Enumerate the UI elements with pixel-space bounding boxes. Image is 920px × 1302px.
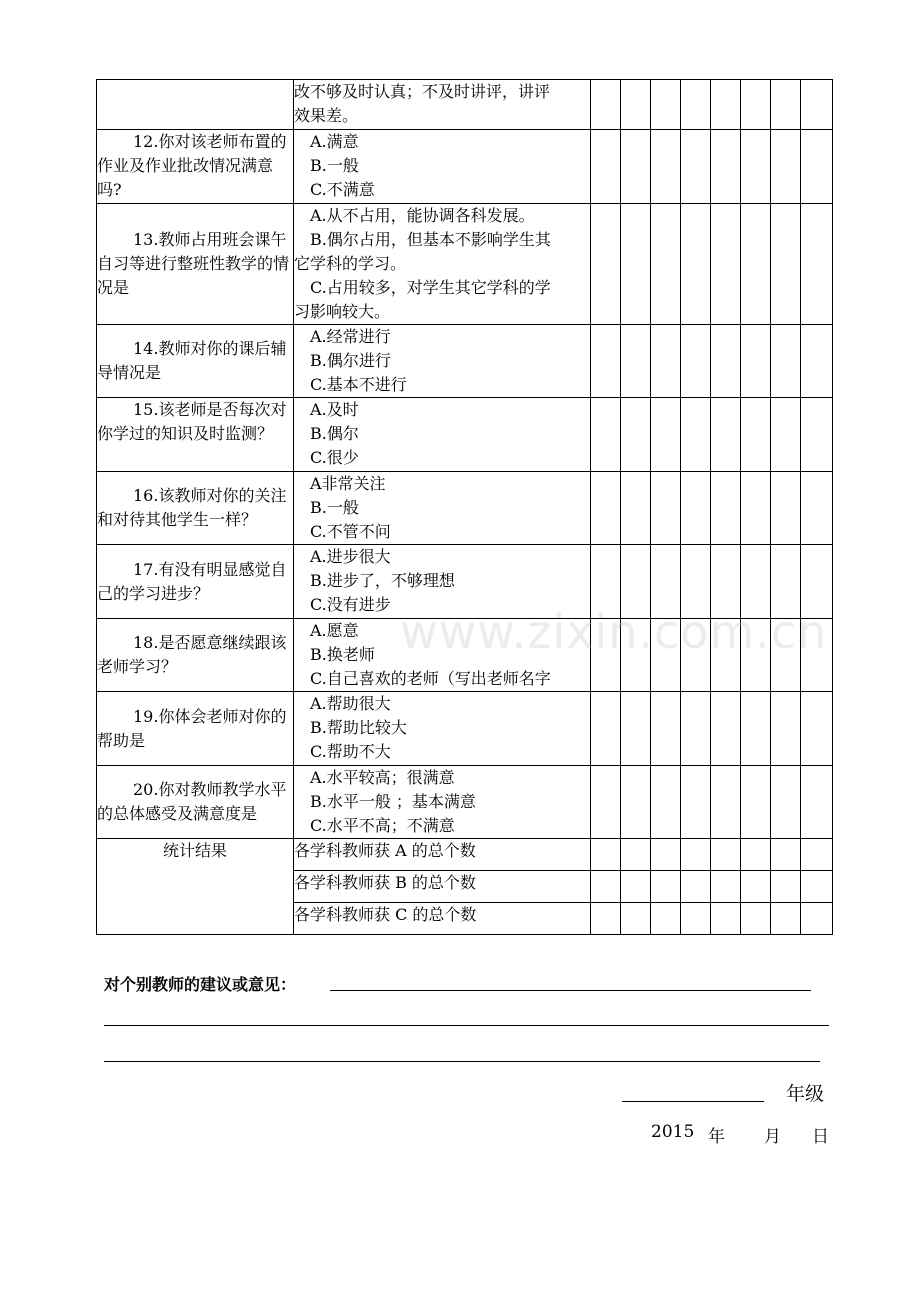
options-cell (294, 204, 591, 325)
table-row (97, 398, 833, 472)
tally-cell[interactable] (771, 903, 801, 935)
option-line: C.基本不进行 (310, 375, 407, 394)
tally-cell[interactable] (711, 80, 741, 130)
tally-cell[interactable] (711, 619, 741, 692)
option-line: C.很少 (310, 448, 359, 467)
question-text: 13.教师占用班会课午自习等进行整班性教学的情况是 (97, 230, 290, 297)
table-row (97, 130, 833, 204)
option-line: C.不满意 (310, 180, 375, 199)
question-cell (97, 204, 294, 325)
tally-cell[interactable] (801, 130, 833, 204)
tally-cell[interactable] (681, 130, 711, 204)
tally-cell[interactable] (771, 545, 801, 619)
option-line: 习影响较大。 (294, 302, 391, 321)
tally-cell[interactable] (801, 80, 833, 130)
question-cell (97, 766, 294, 839)
tally-cell[interactable] (591, 398, 621, 472)
tally-cell[interactable] (771, 398, 801, 472)
watermark: www.zixin.com.cn (400, 605, 828, 659)
tally-cell[interactable] (711, 398, 741, 472)
option-line: A非常关注 (310, 474, 386, 493)
options-cell (294, 545, 591, 619)
tally-cell[interactable] (711, 839, 741, 871)
option-line: 改不够及时认真；不及时讲评，讲评 (294, 82, 551, 101)
question-cell (97, 692, 294, 766)
suggestion-line[interactable] (104, 1061, 820, 1062)
question-cell (97, 619, 294, 692)
option-line: A.从不占用，能协调各科发展。 (310, 206, 535, 225)
tally-cell[interactable] (741, 472, 771, 545)
question-cell (97, 130, 294, 204)
tally-cell[interactable] (651, 130, 681, 204)
question-text: 15.该老师是否每次对你学过的知识及时监测？ (97, 400, 287, 443)
table-row (97, 80, 833, 130)
option-line: A.及时 (310, 400, 359, 419)
tally-cell[interactable] (771, 839, 801, 871)
survey-table (96, 79, 833, 935)
option-line: B.换老师 (310, 645, 375, 664)
tally-cell[interactable] (651, 80, 681, 130)
tally-cell[interactable] (741, 204, 771, 325)
tally-cell[interactable] (801, 325, 833, 398)
tally-cell[interactable] (741, 766, 771, 839)
tally-cell[interactable] (591, 80, 621, 130)
tally-cell[interactable] (711, 545, 741, 619)
tally-cell[interactable] (741, 398, 771, 472)
suggestion-line[interactable] (104, 1025, 829, 1026)
tally-cell[interactable] (801, 545, 833, 619)
survey-body (97, 80, 833, 935)
tally-cell[interactable] (681, 692, 711, 766)
tally-cell[interactable] (621, 692, 651, 766)
question-cell (97, 325, 294, 398)
tally-cell[interactable] (621, 130, 651, 204)
question-cell (97, 545, 294, 619)
tally-cell[interactable] (621, 545, 651, 619)
table-row (97, 692, 833, 766)
option-line: C.占用较多，对学生其它学科的学 (310, 278, 551, 297)
tally-cell[interactable] (741, 692, 771, 766)
tally-cell[interactable] (651, 545, 681, 619)
options-cell (294, 766, 591, 839)
table-row (97, 545, 833, 619)
tally-cell[interactable] (741, 839, 771, 871)
tally-cell[interactable] (621, 472, 651, 545)
tally-cell[interactable] (681, 871, 711, 903)
date-month-unit: 月 (764, 1127, 781, 1147)
tally-cell[interactable] (591, 472, 621, 545)
tally-cell[interactable] (801, 903, 833, 935)
option-line: B.偶尔占用，但基本不影响学生其 (310, 230, 551, 249)
tally-cell[interactable] (651, 398, 681, 472)
question-text: 20.你对教师教学水平的总体感受及满意度是 (97, 780, 287, 823)
tally-cell[interactable] (651, 692, 681, 766)
tally-cell[interactable] (711, 325, 741, 398)
tally-cell[interactable] (801, 472, 833, 545)
option-line: B.偶尔进行 (310, 351, 391, 370)
date-day-unit: 日 (812, 1127, 829, 1147)
question-cell (97, 80, 294, 130)
table-row (97, 204, 833, 325)
date-year-unit: 年 (708, 1127, 725, 1147)
question-text: 17.有没有明显感觉自己的学习进步？ (97, 559, 287, 603)
option-line: A.愿意 (310, 621, 359, 640)
tally-cell[interactable] (681, 903, 711, 935)
option-line: B.一般 (310, 498, 359, 517)
tally-cell[interactable] (711, 766, 741, 839)
tally-cell[interactable] (681, 545, 711, 619)
options-cell (294, 80, 591, 130)
tally-cell[interactable] (711, 871, 741, 903)
tally-cell[interactable] (741, 325, 771, 398)
tally-cell[interactable] (621, 839, 651, 871)
question-text: 18.是否愿意继续跟该老师学习？ (97, 633, 287, 676)
options-cell (294, 398, 591, 472)
option-line: A.帮助很大 (310, 694, 391, 713)
stats-row (97, 839, 833, 871)
tally-cell[interactable] (711, 903, 741, 935)
tally-cell[interactable] (771, 871, 801, 903)
options-cell (294, 130, 591, 204)
tally-cell[interactable] (591, 839, 621, 871)
option-line: 它学科的学习。 (294, 254, 407, 273)
tally-cell[interactable] (651, 871, 681, 903)
suggestion-line[interactable] (330, 990, 811, 991)
tally-cell[interactable] (651, 766, 681, 839)
option-line: A.水平较高；很满意 (310, 768, 455, 787)
tally-cell[interactable] (651, 325, 681, 398)
tally-cell[interactable] (651, 619, 681, 692)
tally-cell[interactable] (591, 903, 621, 935)
option-line: B.帮助比较大 (310, 718, 407, 737)
tally-cell[interactable] (681, 398, 711, 472)
table-row (97, 472, 833, 545)
option-line: 效果差。 (294, 106, 359, 125)
tally-cell[interactable] (771, 692, 801, 766)
tally-cell[interactable] (681, 839, 711, 871)
table-row (97, 619, 833, 692)
tally-cell[interactable] (681, 204, 711, 325)
tally-cell[interactable] (621, 766, 651, 839)
tally-cell[interactable] (651, 204, 681, 325)
tally-cell[interactable] (711, 692, 741, 766)
tally-cell[interactable] (771, 619, 801, 692)
tally-cell[interactable] (591, 545, 621, 619)
tally-cell[interactable] (591, 871, 621, 903)
tally-cell[interactable] (681, 325, 711, 398)
tally-cell[interactable] (801, 871, 833, 903)
stats-row-label: 各学科教师获 C 的总个数 (294, 903, 591, 935)
option-line: A.进步很大 (310, 547, 391, 566)
tally-cell[interactable] (741, 903, 771, 935)
option-line: B.偶尔 (310, 424, 359, 443)
option-line: B.一般 (310, 156, 359, 175)
question-text: 16.该教师对你的关注和对待其他学生一样？ (97, 486, 287, 529)
tally-cell[interactable] (741, 545, 771, 619)
question-text: 14.教师对你的课后辅导情况是 (97, 339, 287, 382)
tally-cell[interactable] (681, 472, 711, 545)
options-cell (294, 692, 591, 766)
stats-row-label: 各学科教师获 B 的总个数 (294, 871, 591, 903)
date-year: 2015 (651, 1122, 695, 1142)
tally-cell[interactable] (681, 619, 711, 692)
tally-cell[interactable] (711, 130, 741, 204)
question-cell (97, 398, 294, 472)
tally-cell[interactable] (591, 130, 621, 204)
tally-cell[interactable] (741, 619, 771, 692)
tally-cell[interactable] (651, 839, 681, 871)
tally-cell[interactable] (621, 903, 651, 935)
tally-cell[interactable] (591, 204, 621, 325)
tally-cell[interactable] (801, 619, 833, 692)
tally-cell[interactable] (771, 325, 801, 398)
option-line: C.自己喜欢的老师（写出老师名字 (310, 669, 551, 688)
tally-cell[interactable] (801, 204, 833, 325)
tally-cell[interactable] (621, 80, 651, 130)
tally-cell[interactable] (681, 80, 711, 130)
option-line: C.没有进步 (310, 595, 391, 614)
tally-cell[interactable] (681, 766, 711, 839)
tally-cell[interactable] (771, 130, 801, 204)
tally-cell[interactable] (591, 766, 621, 839)
stats-label: 统计结果 (97, 839, 294, 935)
tally-cell[interactable] (741, 80, 771, 130)
tally-cell[interactable] (651, 472, 681, 545)
options-cell (294, 619, 591, 692)
options-cell (294, 472, 591, 545)
tally-cell[interactable] (711, 204, 741, 325)
suggestion-label: 对个别教师的建议或意见： (104, 975, 297, 994)
option-line: C.水平不高；不满意 (310, 816, 455, 835)
tally-cell[interactable] (801, 692, 833, 766)
tally-cell[interactable] (591, 325, 621, 398)
tally-cell[interactable] (621, 871, 651, 903)
option-line: C.帮助不大 (310, 742, 391, 761)
table-row (97, 766, 833, 839)
question-text: 12.你对该老师布置的作业及作业批改情况满意吗? (97, 132, 287, 199)
question-cell (97, 472, 294, 545)
tally-cell[interactable] (741, 871, 771, 903)
tally-cell[interactable] (771, 472, 801, 545)
tally-cell[interactable] (771, 766, 801, 839)
options-cell (294, 325, 591, 398)
option-line: B.进步了，不够理想 (310, 571, 455, 590)
question-text: 19.你体会老师对你的帮助是 (97, 706, 287, 750)
option-line: A.经常进行 (310, 327, 391, 346)
option-line: C.不管不问 (310, 522, 391, 541)
option-line: A.满意 (310, 132, 359, 151)
tally-cell[interactable] (801, 766, 833, 839)
tally-cell[interactable] (771, 204, 801, 325)
tally-cell[interactable] (801, 398, 833, 472)
table-row (97, 325, 833, 398)
stats-row-label: 各学科教师获 A 的总个数 (294, 839, 591, 871)
tally-cell[interactable] (621, 204, 651, 325)
tally-cell[interactable] (711, 472, 741, 545)
tally-cell[interactable] (801, 839, 833, 871)
tally-cell[interactable] (591, 692, 621, 766)
grade-label: 年级 (786, 1083, 825, 1105)
option-line: B.水平一般 ；基本满意 (310, 792, 476, 811)
tally-cell[interactable] (771, 80, 801, 130)
tally-cell[interactable] (621, 619, 651, 692)
tally-cell[interactable] (591, 619, 621, 692)
tally-cell[interactable] (651, 903, 681, 935)
tally-cell[interactable] (621, 398, 651, 472)
tally-cell[interactable] (621, 325, 651, 398)
grade-line[interactable] (622, 1101, 764, 1102)
tally-cell[interactable] (741, 130, 771, 204)
